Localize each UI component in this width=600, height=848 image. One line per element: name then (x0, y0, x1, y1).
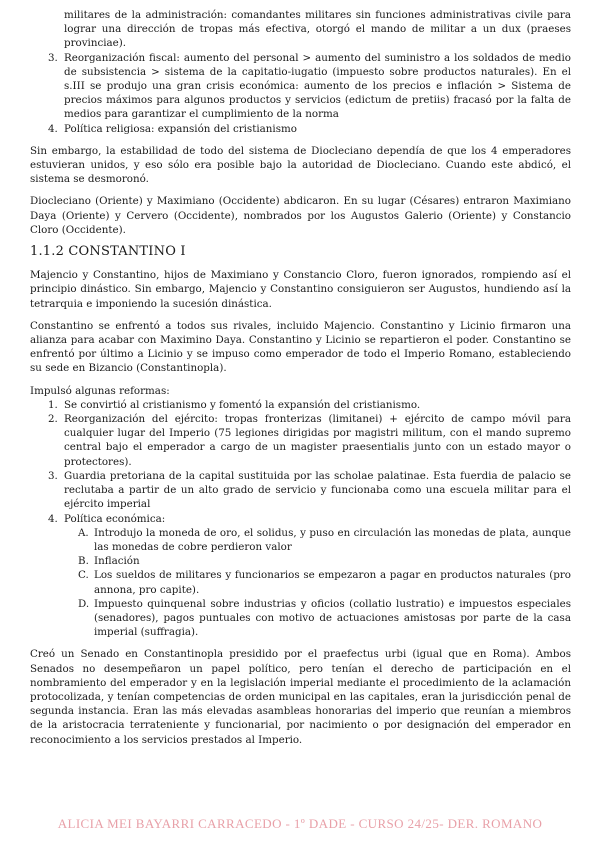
list-item: A. Introdujo la moneda de oro, el solidus, y puso en circulación las monedas de plata, aunque las monedas de cobre perdieron valor (78, 526, 571, 553)
list-continuation: militares de la administración: comandantes militares sin funciones administrativas civile para lograr una dirección de tropas más efectiva, otorgó el mando de militar a un dux (praeses provinciae). (64, 9, 571, 50)
closing-paragraph: Creó un Senado en Constantinopla presidido por el praefectus urbi (igual que en Roma). Ambos Senados no desempeñaron un papel político, pero tenían el derecho de participación en el nombramiento del emperador y en la legislación imperial mediante el procedimiento de la aclamación protocolizada, y tenían competencias de orden municipal en las capitales, eran la jurisdicción penal de segunda instancia. Eran las más elevadas asambleas honorarias del imperio que reunían a miembros de la aristocracia terrateniente y funcionarial, por nacimiento o por designación del emperador en reconocimiento a los servicios prestados al Imperio. (30, 648, 571, 746)
list-item: 3. Reorganización fiscal: aumento del personal > aumento del suministro a los soldados de medio de subsistencia > sistema de la capitatio-iugatio (impuesto sobre productos naturales). En el s.III se produjo una gran crisis económica: aumento de los precios e inflación > Sistema de precios máximos para algunos productos y servicios (edictum de pretiis) fracasó por la falta de medios para garantizar el cumplimiento de la norma (48, 51, 571, 121)
reforms-intro: Impulsó algunas reformas: (30, 384, 170, 397)
list-item: B. Inflación (78, 555, 140, 568)
list-item: C. Los sueldos de militares y funcionarios se empezaron a pagar en productos naturales (pro annona, pro capite). (78, 569, 571, 596)
paragraph: Diocleciano (Oriente) y Maximiano (Occidente) abdicaron. En su lugar (Césares) entraron Maximiano Daya (Oriente) y Cervero (Occidente), nombrados por los Augustos Galerio (Oriente) y Constancio Cloro (Occidente). (30, 195, 571, 236)
paragraph: Majencio y Constantino, hijos de Maximiano y Constancio Cloro, fueron ignorados, rompiendo así el principio dinástico. Sin embargo, Majencio y Constantino consiguieron ser Augustos, hundiendo así la tetrarquia e imponiendo la sucesión dinástica. (30, 269, 571, 310)
list-item: 1. Se convirtió al cristianismo y fomentó la expansión del cristianismo. (48, 398, 421, 411)
section-heading: 1.1.2 CONSTANTINO I (30, 244, 186, 260)
economic-sublist (30, 526, 571, 640)
top-list (30, 51, 571, 136)
paragraph: Sin embargo, la estabilidad de todo del sistema de Diocleciano dependía de que los 4 emperadores estuvieran unidos, y eso sólo era posible bajo la autoridad de Diocleciano. Cuando este abdicó, el sistema se desmoronó. (30, 144, 571, 186)
paragraph: Constantino se enfrentó a todos sus rivales, incluido Majencio. Constantino y Licinio firmaron una alianza para acabar con Maximino Daya. Constantino y Licinio se repartieron el poder. Constantino se enfrentó por último a Licinio y se impuso como emperador de todo el Imperio Romano, estableciendo su sede en Bizancio (Constantinopla). (30, 319, 571, 375)
list-item: 4. Política económica: (48, 512, 166, 525)
list-item: D. Impuesto quinquenal sobre industrias y oficios (collatio lustratio) e impuestos especiales (senadores), pagos puntuales con motivo de actuaciones amistosas por parte de la casa imperial (suffragia). (78, 597, 571, 639)
list-item: 2. Reorganización del ejército: tropas fronterizas (limitanei) + ejército de campo móvil para cualquier lugar del Imperio (75 legiones dirigidas por magistri militum, con el mando supremo central bajo el emperador a cargo de un magister praesentialis junto con un estado mayor o protectores). (48, 413, 571, 468)
list-item: 4. Política religiosa: expansión del cristianismo (48, 122, 297, 135)
reforms-list (30, 398, 571, 526)
list-item: 3. Guardia pretoriana de la capital sustituida por las scholae palatinae. Esta fuerdia de palacio se reclutaba a partir de un alto grado de servicio y funcionaba como una escuela militar para el ejército imperial (48, 469, 571, 511)
document-page (30, 8, 571, 755)
page-footer: ALICIA MEI BAYARRI CARRACEDO - 1º DADE - CURSO 24/25- DER. ROMANO (57, 816, 543, 831)
